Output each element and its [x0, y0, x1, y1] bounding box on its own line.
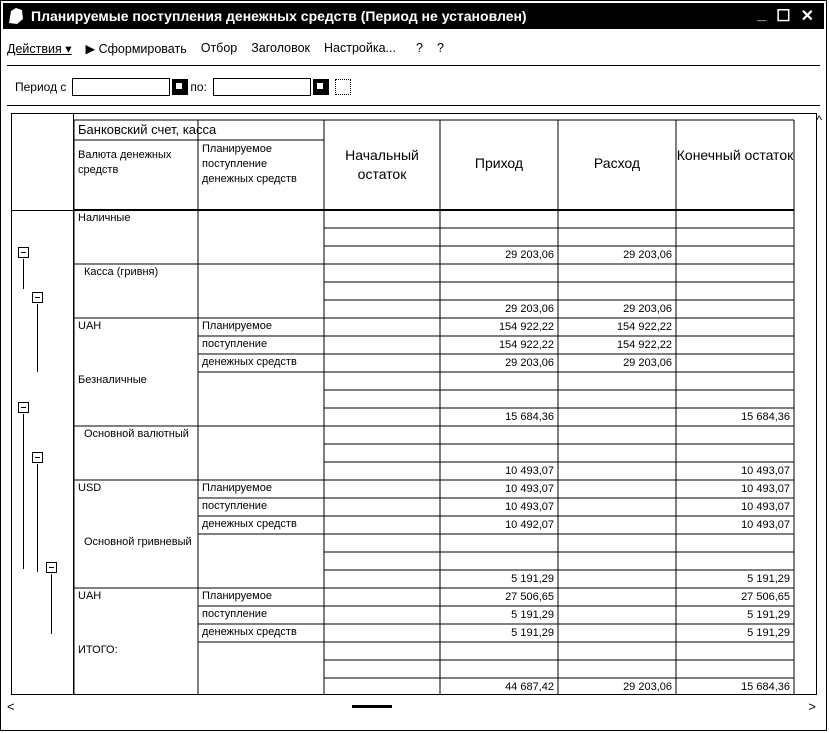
row-group-label: Наличные	[78, 212, 131, 224]
scroll-up-icon[interactable]: ^	[816, 113, 822, 127]
scroll-right-icon[interactable]: >	[808, 699, 816, 714]
toolbar	[7, 37, 820, 59]
header-start: Начальный остаток	[345, 147, 419, 182]
value-cell: 29 203,06	[505, 303, 554, 315]
row-currency: UAH	[78, 590, 102, 602]
value-cell: 154 922,22	[616, 339, 672, 351]
minimize-button[interactable]: _	[757, 6, 767, 23]
row-group-label: Основной валютный	[84, 428, 189, 440]
value-cell: 29 203,06	[623, 681, 672, 693]
value-cell: 15 684,36	[741, 411, 790, 423]
row-planned-label: денежных средств	[202, 518, 297, 530]
value-cell: 29 203,06	[623, 249, 672, 261]
value-cell: 10 493,07	[505, 483, 554, 495]
period-select-button[interactable]	[335, 79, 351, 95]
scroll-thumb[interactable]	[352, 705, 392, 708]
divider	[7, 65, 820, 66]
header-account: Банковский счет, касса	[78, 122, 217, 137]
row-planned-label: поступление	[202, 500, 268, 512]
header-currency: Валюта денежных средств	[78, 149, 172, 176]
value-cell: 154 922,22	[498, 339, 554, 351]
calendar-to-icon[interactable]	[313, 79, 329, 95]
row-group-label: ИТОГО:	[78, 644, 118, 656]
value-cell: 44 687,42	[505, 681, 554, 693]
header-expense: Расход	[593, 155, 641, 171]
value-cell: 154 922,22	[498, 321, 554, 333]
row-planned-label: поступление	[202, 338, 268, 350]
context-help-icon[interactable]: ?	[415, 41, 423, 55]
value-cell: 10 493,07	[741, 483, 790, 495]
row-planned-label: поступление	[202, 608, 268, 620]
scroll-left-icon[interactable]: <	[7, 699, 15, 714]
settings-button[interactable]: Настройка...	[324, 41, 396, 55]
row-group-label: Основной гривневый	[84, 536, 192, 548]
period-from-input[interactable]	[72, 78, 170, 96]
row-group-label: Безналичные	[78, 374, 147, 386]
row-planned-label: денежных средств	[202, 356, 297, 368]
window-title: Планируемые поступления денежных средств (Период не установлен)	[31, 8, 527, 24]
filter-button[interactable]: Отбор	[200, 41, 238, 55]
value-cell: 154 922,22	[616, 321, 672, 333]
value-cell: 29 203,06	[505, 357, 554, 369]
value-cell: 5 191,29	[747, 609, 790, 621]
value-cell: 15 684,36	[505, 411, 554, 423]
value-cell: 5 191,29	[747, 573, 790, 585]
header-income: Приход	[474, 155, 524, 171]
value-cell: 27 506,65	[741, 591, 790, 603]
calendar-from-icon[interactable]	[172, 79, 188, 95]
header-button[interactable]: Заголовок	[251, 41, 311, 55]
help-icon[interactable]: ?	[436, 41, 444, 55]
period-bar	[15, 75, 351, 99]
value-cell: 29 203,06	[623, 303, 672, 315]
value-cell: 10 493,07	[741, 465, 790, 477]
value-cell: 5 191,29	[747, 627, 790, 639]
table-grid	[12, 114, 817, 695]
value-cell: 10 492,07	[505, 519, 554, 531]
maximize-button[interactable]: ☐	[776, 8, 791, 25]
form-report-button[interactable]: ▶ Сформировать	[85, 41, 187, 56]
value-cell: 5 191,29	[511, 627, 554, 639]
value-cell: 5 191,29	[511, 573, 554, 585]
row-planned-label: Планируемое	[202, 482, 272, 494]
value-cell: 10 493,07	[741, 519, 790, 531]
period-from-label: Период с	[15, 80, 67, 94]
report-table	[11, 113, 817, 695]
divider	[7, 105, 820, 106]
value-cell: 10 493,07	[505, 501, 554, 513]
value-cell: 5 191,29	[511, 609, 554, 621]
row-planned-label: Планируемое	[202, 590, 272, 602]
value-cell: 27 506,65	[505, 591, 554, 603]
row-currency: USD	[78, 482, 102, 494]
row-group-label: Касса (гривня)	[84, 266, 159, 278]
row-planned-label: денежных средств	[202, 626, 297, 638]
horizontal-scrollbar[interactable]	[7, 699, 820, 715]
period-to-label: по:	[190, 80, 207, 94]
value-cell: 29 203,06	[623, 357, 672, 369]
actions-menu[interactable]: Действия ▾	[7, 41, 72, 56]
value-cell: 10 493,07	[505, 465, 554, 477]
app-icon	[7, 7, 25, 25]
header-planned: Планируемое поступление денежных средств	[202, 143, 297, 185]
value-cell: 10 493,07	[741, 501, 790, 513]
header-end: Конечный остаток	[676, 147, 794, 163]
value-cell: 15 684,36	[741, 681, 790, 693]
row-planned-label: Планируемое	[202, 320, 272, 332]
value-cell: 29 203,06	[505, 249, 554, 261]
title-bar	[3, 3, 824, 29]
close-button[interactable]: ✕	[800, 8, 814, 25]
period-to-input[interactable]	[213, 78, 311, 96]
row-currency: UAH	[78, 320, 102, 332]
